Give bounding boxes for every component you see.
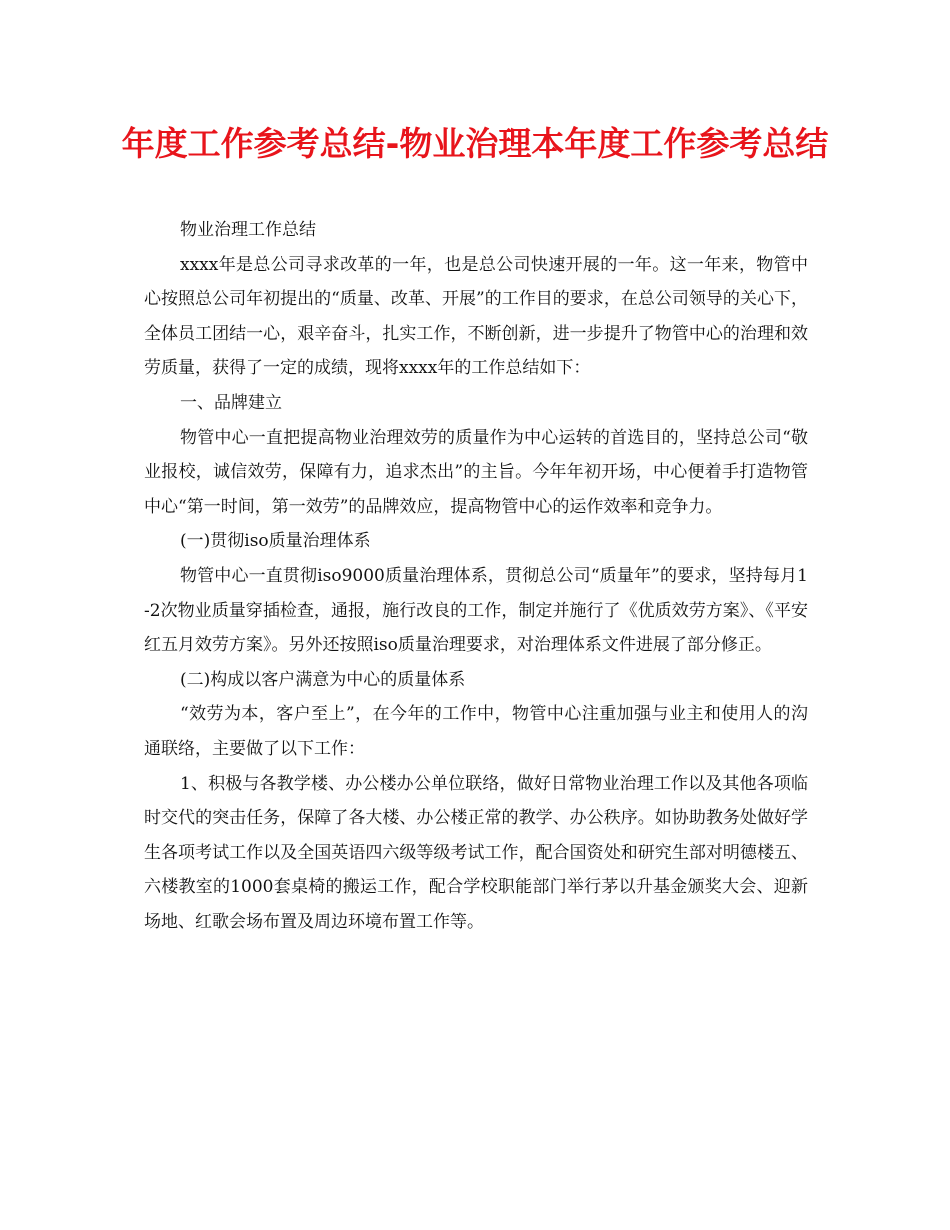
section-heading: 一、品牌建立 (180, 392, 282, 413)
body-paragraph: xxxx年是总公司寻求改革的一年，也是总公司快速开展的一年。这一年来，物管中心按照总公司年初提出的“质量、改革、开展”的工作目的要求，在总公司领导的关心下，全体员工团结一心，艰辛奋斗，扎实工作，不断创新，进一步提升了物管中心的治理和效劳质量，获得了一定的成绩，现将xxxx年的工作总结如下： (144, 254, 808, 379)
document-title: 年度工作参考总结-物业治理本年度工作参考总结 (121, 124, 829, 163)
subsection-heading: (一)贯彻iso质量治理体系 (180, 531, 371, 552)
section-heading: 物业治理工作总结 (180, 220, 316, 240)
body-paragraph: 物管中心一直把提高物业治理效劳的质量作为中心运转的首选目的，坚持总公司“敬业报校，诚信效劳，保障有力，追求杰出”的主旨。今年年初开场，中心便着手打造物管中心“第一时间，第一效劳”的品牌效应，提高物管中心的运作效率和竞争力。 (144, 427, 808, 517)
body-paragraph: 物管中心一直贯彻iso9000质量治理体系，贯彻总公司“质量年”的要求，坚持每月1-2次物业质量穿插检查，通报，施行改良的工作，制定并施行了《优质效劳方案》、《平安红五月效劳方案》。另外还按照iso质量治理要求，对治理体系文件进展了部分修正。 (144, 565, 808, 656)
document-body (144, 213, 808, 939)
body-paragraph: “效劳为本，客户至上”，在今年的工作中，物管中心注重加强与业主和使用人的沟通联络，主要做了以下工作： (144, 704, 808, 759)
subsection-heading: (二)构成以客户满意为中心的质量体系 (180, 669, 466, 690)
body-paragraph: 1、积极与各教学楼、办公楼办公单位联络，做好日常物业治理工作以及其他各项临时交代的突击任务，保障了各大楼、办公楼正常的教学、办公秩序。如协助教务处做好学生各项考试工作以及全国英语四六级等级考试工作，配合国资处和研究生部对明德楼五、六楼教室的1000套桌椅的搬运工作，配合学校职能部门举行茅以升基金颁奖大会、迎新场地、红歌会场布置及周边环境布置工作等。 (144, 773, 808, 932)
